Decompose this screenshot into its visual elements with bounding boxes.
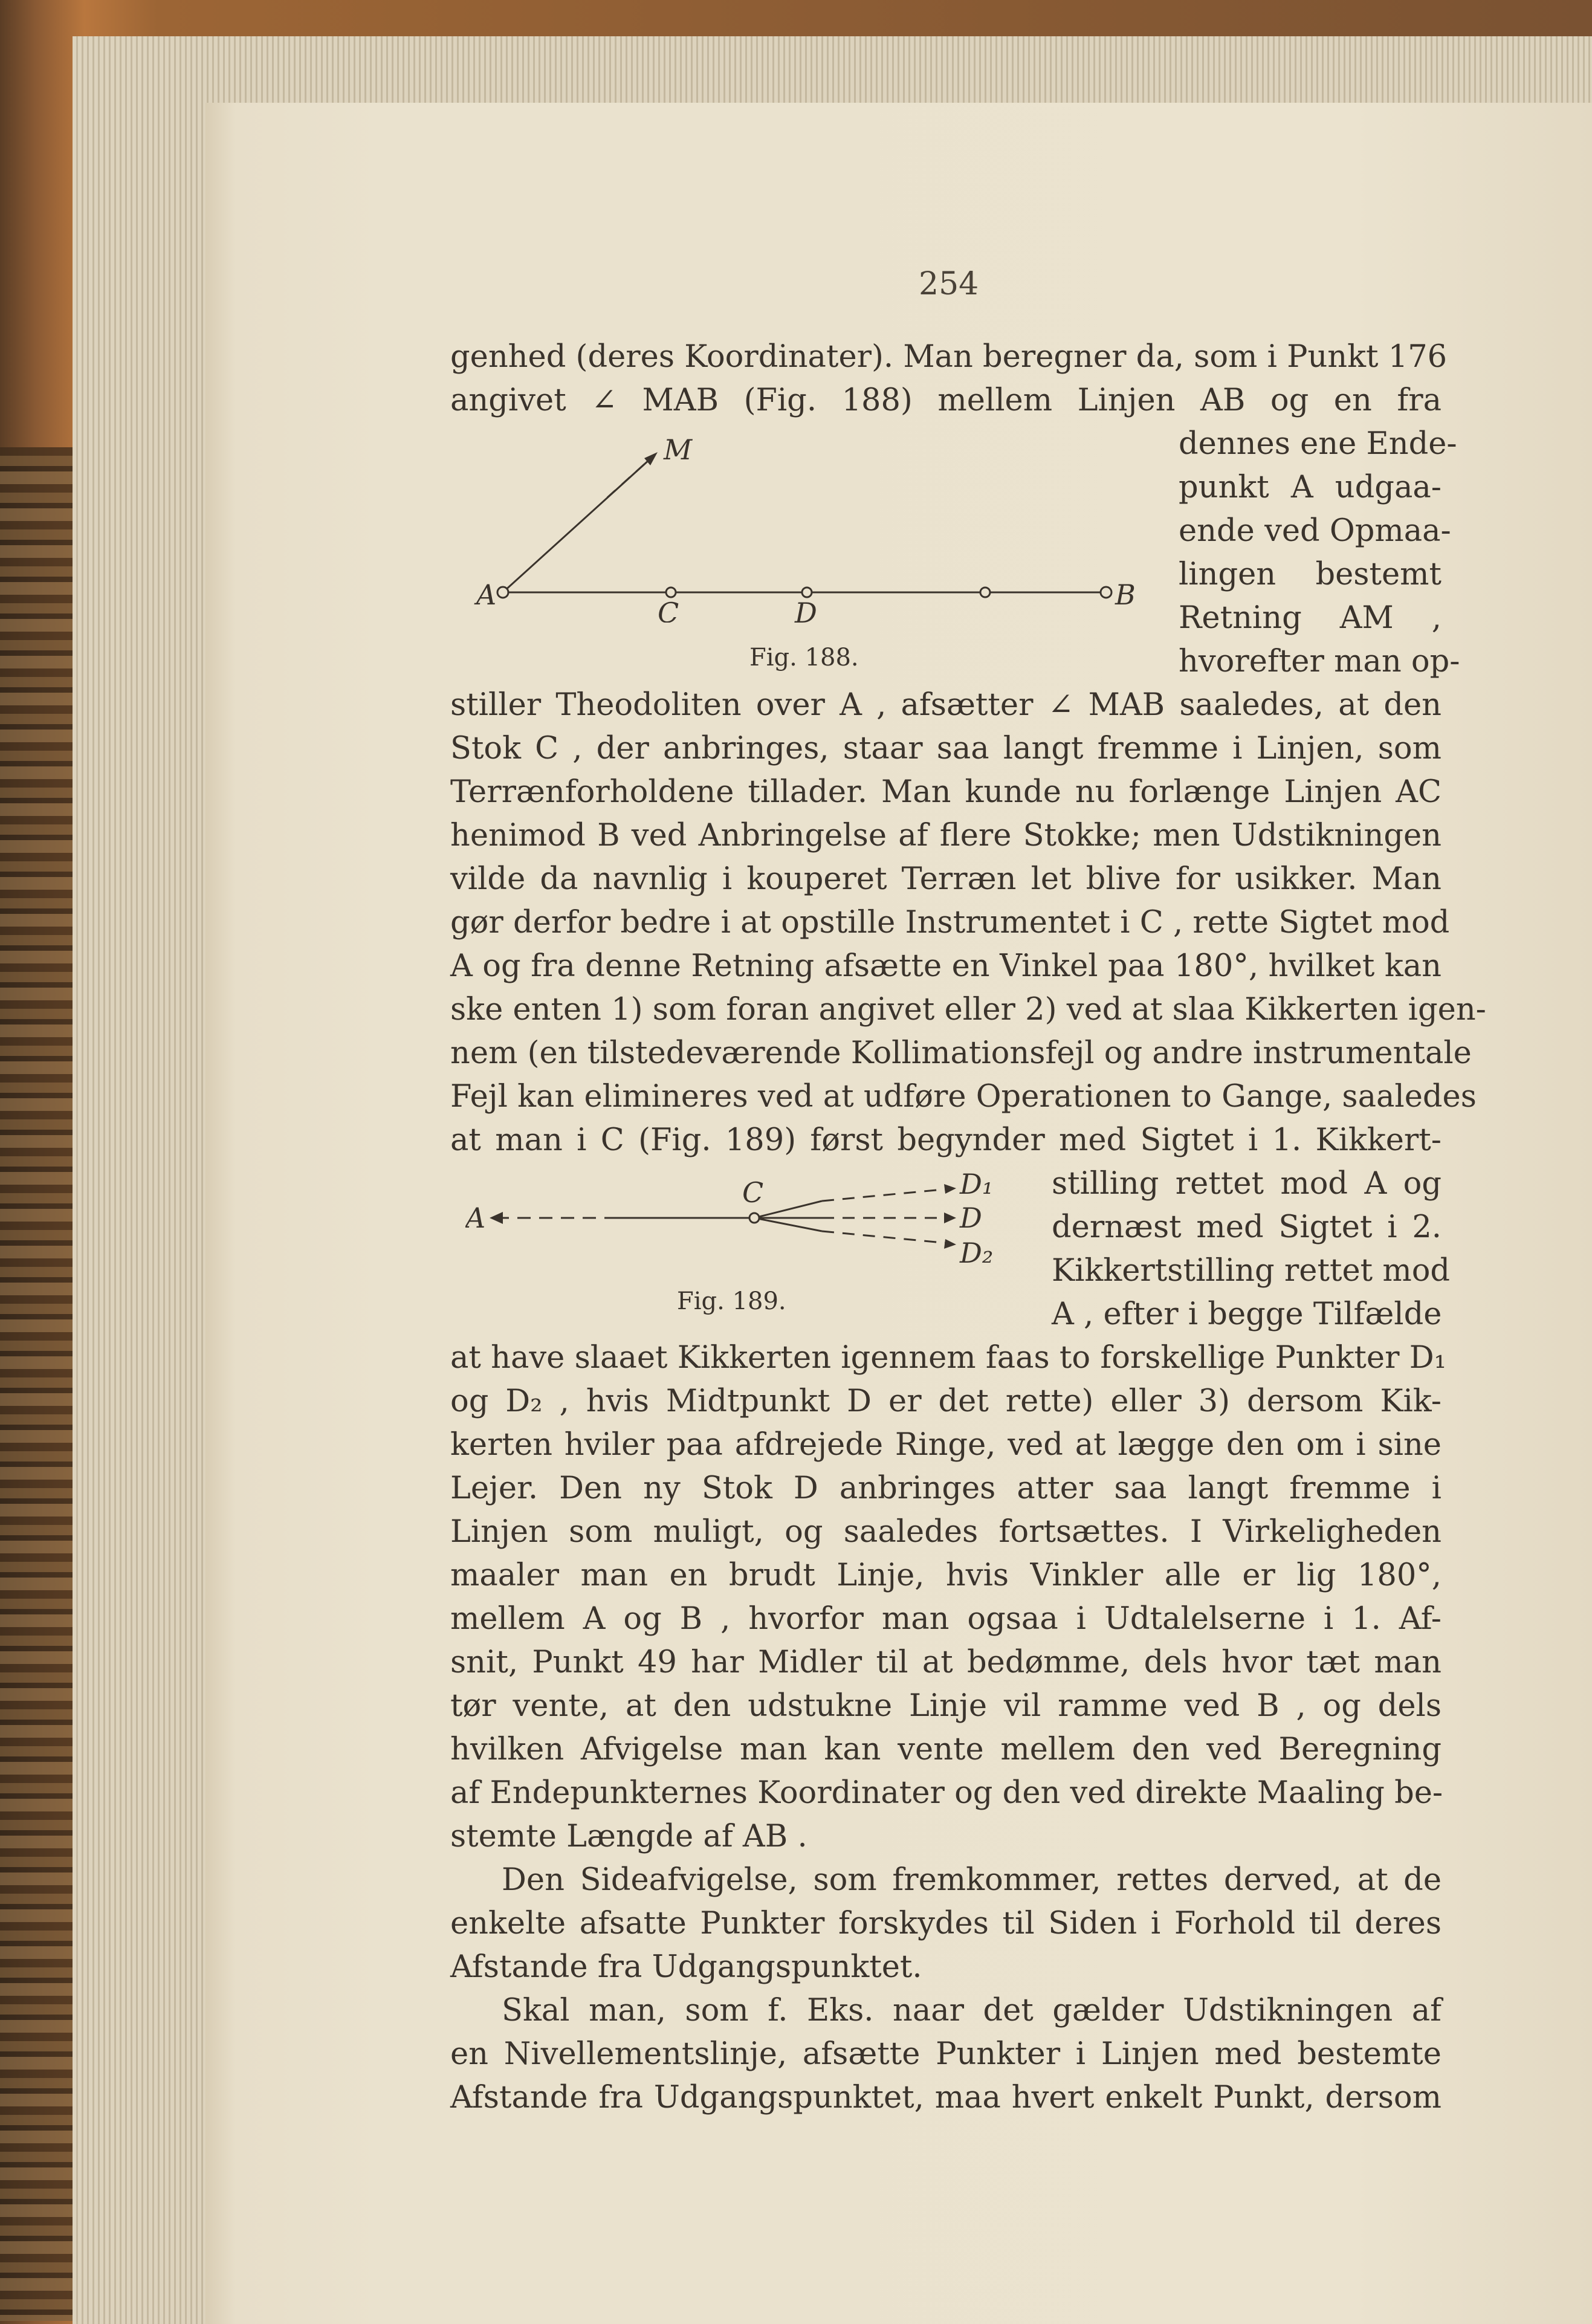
ray-d1-solid — [754, 1201, 822, 1218]
ray-d1-dashed — [822, 1189, 949, 1201]
figure-188 — [465, 423, 1148, 623]
label-c: C — [742, 1176, 764, 1209]
text-line: stemte Længde af AB . — [450, 1819, 807, 1854]
point-c — [666, 587, 676, 597]
text-line: nem (en tilstedeværende Kollimationsfejl og andre instrumentale — [450, 1035, 1472, 1071]
text-line: angivet ∠ MAB (Fig. 188) mellem Linjen AB og en fra — [450, 383, 1442, 418]
label-a: A — [476, 578, 497, 611]
point-d — [802, 587, 812, 597]
point-a — [497, 587, 508, 598]
text-line: gør derfor bedre i at opstille Instrumentet i C , rette Sigtet mod — [450, 905, 1450, 940]
text-line: Den Sideafvigelse, som fremkommer, rettes derved, at de — [502, 1862, 1442, 1898]
point-b — [1101, 587, 1111, 598]
text-line: enkelte afsatte Punkter forskydes til Siden i Forhold til deres — [450, 1906, 1442, 1941]
point-e — [980, 587, 990, 597]
text-line: Afstande fra Udgangspunktet, maa hvert enkelt Punkt, dersom — [450, 2080, 1442, 2115]
text-line: Stok C , der anbringes, staar saa langt fremme i Linjen, som — [450, 731, 1442, 766]
arrow-d — [944, 1212, 956, 1223]
text-line: ende ved Opmaa- — [1179, 513, 1451, 549]
text-line: genhed (deres Koordinater). Man beregner da, som i Punkt 176 — [450, 339, 1448, 375]
label-m: M — [664, 433, 693, 466]
text-line: hvilken Afvigelse man kan vente mellem den ved Beregning — [450, 1732, 1442, 1767]
label-d: D — [795, 597, 817, 623]
text-line: dennes ene Ende- — [1179, 426, 1457, 462]
text-line: henimod B ved Anbringelse af flere Stokke; men Udstikningen — [450, 818, 1442, 853]
label-d: D — [960, 1202, 982, 1234]
text-line: og D₂ , hvis Midtpunkt D er det rette) eller 3) dersom Kik- — [450, 1384, 1442, 1419]
text-line: Terrænforholdene tillader. Man kunde nu forlænge Linjen AC — [450, 774, 1442, 810]
text-line: ske enten 1) som foran angivet eller 2) ved at slaa Kikkerten igen- — [450, 992, 1486, 1028]
figure-188-caption: Fig. 188. — [749, 644, 859, 672]
figure-189 — [465, 1164, 1040, 1272]
text-line: tør vente, at den udstukne Linje vil ramme ved B , og dels — [450, 1688, 1442, 1724]
text-line: at have slaaet Kikkerten igennem faas to forskellige Punkter D₁ — [450, 1340, 1447, 1376]
ray-d2-solid — [754, 1218, 822, 1231]
text-line: lingen bestemt — [1179, 557, 1442, 592]
text-line: af Endepunkternes Koordinater og den ved direkte Maaling be- — [450, 1775, 1443, 1811]
text-line: A , efter i begge Tilfælde — [1052, 1296, 1442, 1332]
arrow-d2 — [944, 1239, 956, 1249]
text-line: stiller Theodoliten over A , afsætter ∠ MAB saaledes, at den — [450, 687, 1442, 723]
text-line: at man i C (Fig. 189) først begynder med Sigtet i 1. Kikkert- — [450, 1122, 1442, 1158]
arrow-d1 — [944, 1184, 956, 1194]
text-line: dernæst med Sigtet i 2. — [1052, 1209, 1442, 1245]
text-line: Afstande fra Udgangspunktet. — [450, 1949, 922, 1985]
label-d2: D₂ — [960, 1237, 994, 1269]
text-line: Linjen som muligt, og saaledes fortsættes. I Virkeligheden — [450, 1514, 1442, 1550]
text-line: stilling rettet mod A og — [1052, 1166, 1442, 1202]
text-line: Fejl kan elimineres ved at udføre Operationen to Gange, saaledes — [450, 1079, 1477, 1115]
figure-189-caption: Fig. 189. — [677, 1287, 786, 1315]
text-line: hvorefter man op- — [1179, 644, 1460, 679]
label-d1: D₁ — [960, 1168, 994, 1200]
text-line: maaler man en brudt Linje, hvis Vinkler alle er lig 180°, — [450, 1558, 1442, 1593]
line-am-dashed — [607, 459, 650, 497]
text-line: en Nivellementslinje, afsætte Punkter i Linjen med bestemte — [450, 2036, 1442, 2072]
text-line: vilde da navnlig i kouperet Terræn let blive for usikker. Man — [450, 861, 1442, 897]
text-line: kerten hviler paa afdrejede Ringe, ved at lægge den om i sine — [450, 1427, 1442, 1463]
label-a: A — [465, 1202, 486, 1234]
text-line: punkt A udgaa- — [1179, 470, 1442, 505]
text-line: Skal man, som f. Eks. naar det gælder Udstikningen af — [502, 1993, 1442, 2028]
text-line: mellem A og B , hvorfor man ogsaa i Udtalelserne i 1. Af- — [450, 1601, 1442, 1637]
label-c: C — [658, 597, 679, 623]
point-c — [749, 1213, 759, 1223]
text-line: Retning AM , — [1179, 600, 1442, 636]
label-b: B — [1115, 578, 1136, 611]
ray-d2-dashed — [822, 1231, 949, 1243]
text-line: A og fra denne Retning afsætte en Vinkel paa 180°, hvilket kan — [450, 948, 1442, 984]
text-line: snit, Punkt 49 har Midler til at bedømme, dels hvor tæt man — [450, 1645, 1442, 1680]
arrow-a — [490, 1212, 503, 1224]
text-line: Kikkertstilling rettet mod — [1052, 1253, 1451, 1289]
text-line: Lejer. Den ny Stok D anbringes atter saa langt fremme i — [450, 1471, 1442, 1506]
page-number: 254 — [919, 266, 979, 302]
